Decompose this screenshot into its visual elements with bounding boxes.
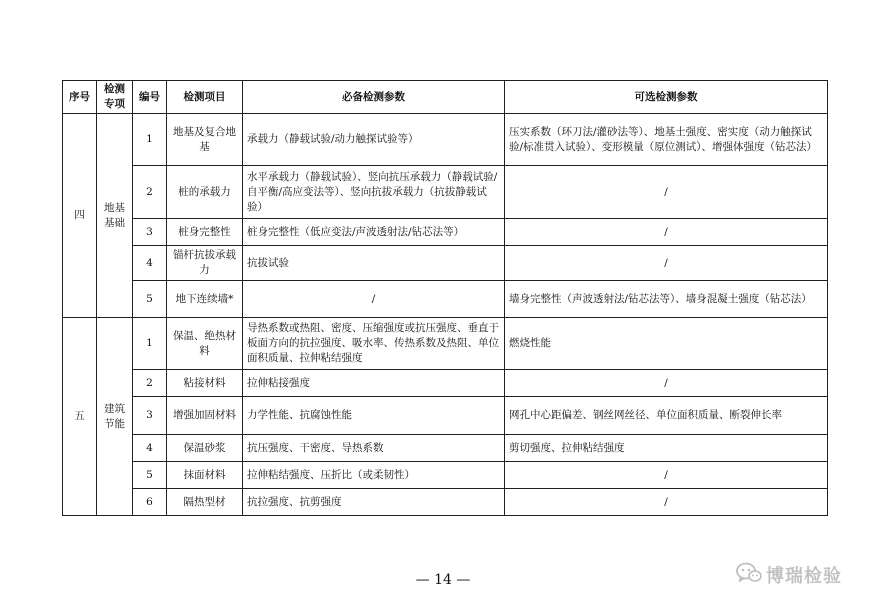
- row-item: 保温砂浆: [167, 435, 243, 462]
- row-num: 5: [133, 462, 167, 489]
- row-num: 5: [133, 281, 167, 318]
- table-row: [63, 246, 828, 281]
- row-item: 地下连续墙*: [167, 281, 243, 318]
- row-required: /: [243, 281, 505, 318]
- row-item: 抹面材料: [167, 462, 243, 489]
- row-optional: 网孔中心距偏差、钢丝网丝径、单位面积质量、断裂伸长率: [505, 397, 828, 435]
- wechat-icon: [736, 562, 762, 588]
- watermark: [736, 563, 842, 587]
- row-optional: /: [505, 462, 828, 489]
- table-row: [63, 281, 828, 318]
- row-item: 锚杆抗拔承载力: [167, 246, 243, 281]
- row-required: 抗拔试验: [243, 246, 505, 281]
- row-num: 4: [133, 435, 167, 462]
- row-num: 1: [133, 318, 167, 370]
- group-seq: 五: [63, 318, 97, 516]
- header-optional: 可选检测参数: [505, 81, 828, 114]
- table-row: [63, 489, 828, 516]
- row-item: 地基及复合地基: [167, 114, 243, 166]
- row-optional: /: [505, 246, 828, 281]
- row-required: 抗拉强度、抗剪强度: [243, 489, 505, 516]
- row-optional: 剪切强度、拉伸粘结强度: [505, 435, 828, 462]
- table-row: [63, 219, 828, 246]
- row-item: 桩身完整性: [167, 219, 243, 246]
- watermark-text: 博瑞检验: [766, 566, 842, 587]
- group-category: 建筑节能: [97, 318, 133, 516]
- row-num: 3: [133, 219, 167, 246]
- row-item: 桩的承载力: [167, 166, 243, 219]
- row-item: 保温、绝热材料: [167, 318, 243, 370]
- header-num: 编号: [133, 81, 167, 114]
- row-num: 1: [133, 114, 167, 166]
- row-optional: /: [505, 489, 828, 516]
- table-header-row: [63, 81, 828, 114]
- page-number: — 14 —: [415, 572, 471, 588]
- header-required: 必备检测参数: [243, 81, 505, 114]
- row-optional: /: [505, 219, 828, 246]
- detection-parameters-table: [62, 80, 828, 516]
- row-optional: /: [505, 166, 828, 219]
- row-required: 导热系数或热阻、密度、压缩强度或抗压强度、垂直于板面方向的抗拉强度、吸水率、传热系数及热阻、单位面积质量、拉伸粘结强度: [243, 318, 505, 370]
- row-required: 桩身完整性（低应变法/声波透射法/钻芯法等）: [243, 219, 505, 246]
- row-required: 拉伸粘接强度: [243, 370, 505, 397]
- table-row: [63, 435, 828, 462]
- row-item: 粘接材料: [167, 370, 243, 397]
- row-required: 承载力（静载试验/动力触探试验等）: [243, 114, 505, 166]
- row-num: 6: [133, 489, 167, 516]
- row-num: 2: [133, 370, 167, 397]
- group-seq: 四: [63, 114, 97, 318]
- row-num: 4: [133, 246, 167, 281]
- row-optional: 墙身完整性（声波透射法/钻芯法等）、墙身混凝土强度（钻芯法）: [505, 281, 828, 318]
- row-optional: /: [505, 370, 828, 397]
- row-required: 抗压强度、干密度、导热系数: [243, 435, 505, 462]
- header-category: 检测专项: [97, 81, 133, 114]
- table-row: [63, 114, 828, 166]
- row-num: 3: [133, 397, 167, 435]
- table-row: [63, 166, 828, 219]
- header-seq: 序号: [63, 81, 97, 114]
- row-required: 拉伸粘结强度、压折比（或柔韧性）: [243, 462, 505, 489]
- header-item: 检测项目: [167, 81, 243, 114]
- row-item: 隔热型材: [167, 489, 243, 516]
- row-optional: 压实系数（环刀法/灌砂法等）、地基土强度、密实度（动力触探试验/标准贯入试验）、变形模量（原位测试）、增强体强度（钻芯法）: [505, 114, 828, 166]
- group-category: 地基基础: [97, 114, 133, 318]
- table-row: [63, 370, 828, 397]
- table-row: [63, 318, 828, 370]
- table-row: [63, 462, 828, 489]
- row-required: 力学性能、抗腐蚀性能: [243, 397, 505, 435]
- row-num: 2: [133, 166, 167, 219]
- row-item: 增强加固材料: [167, 397, 243, 435]
- row-optional: 燃烧性能: [505, 318, 828, 370]
- table-row: [63, 397, 828, 435]
- row-required: 水平承载力（静载试验）、竖向抗压承载力（静载试验/自平衡/高应变法等）、竖向抗拔承载力（抗拔静载试验）: [243, 166, 505, 219]
